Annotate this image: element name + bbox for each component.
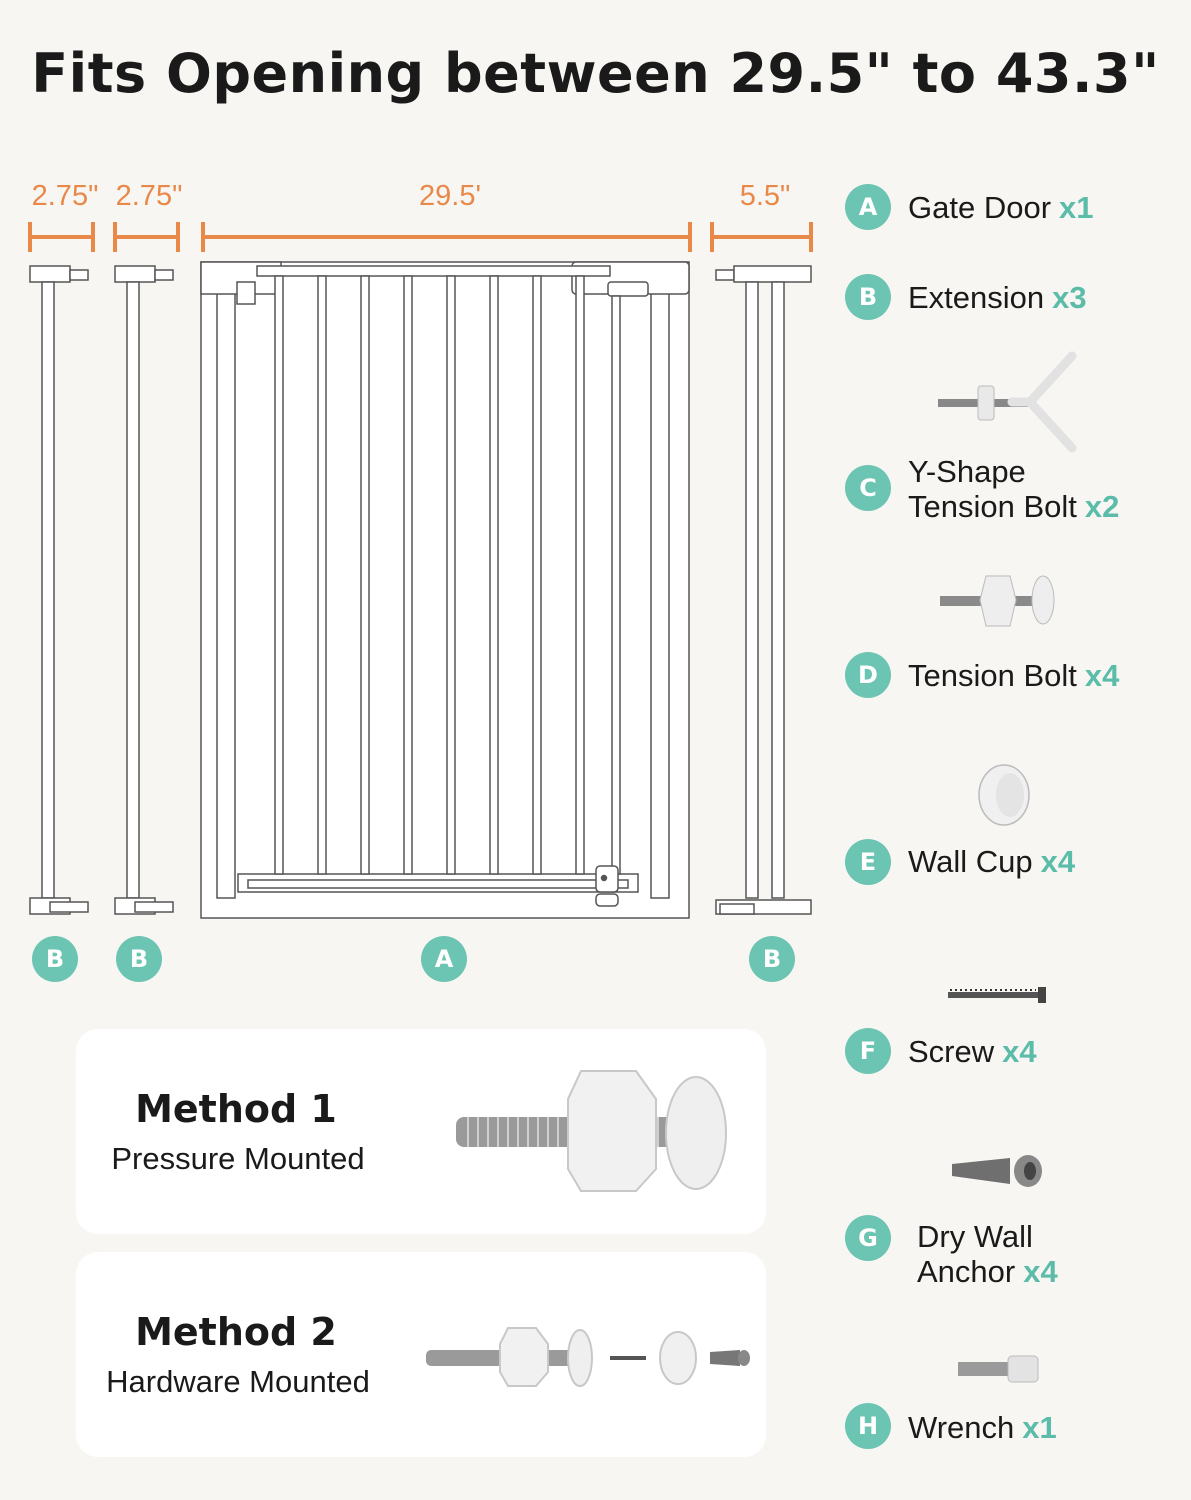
page-title: Fits Opening between 29.5" to 43.3"	[31, 42, 1160, 105]
part-e-qty: x4	[1040, 844, 1076, 879]
extension-2-drawing	[115, 266, 173, 914]
diagram-badge-ext1: B	[32, 936, 78, 982]
part-b-badge: B	[845, 274, 891, 320]
part-c-name-line2: Tension Bolt	[908, 489, 1077, 524]
part-d-qty: x4	[1084, 658, 1120, 693]
wrench-icon	[958, 1356, 1038, 1382]
part-b-name: Extension	[908, 280, 1045, 315]
part-a-badge: A	[845, 184, 891, 230]
extension-3-drawing	[716, 266, 811, 914]
method-1-subtitle: Pressure Mounted	[111, 1141, 365, 1176]
wall-cup-icon	[979, 765, 1029, 825]
part-f-qty: x4	[1002, 1034, 1037, 1069]
part-f-badge: F	[845, 1028, 891, 1074]
part-c-badge: C	[845, 465, 891, 511]
dimension-ext3-label: 5.5"	[739, 180, 791, 212]
method-2-card	[76, 1252, 766, 1457]
part-c-qty: x2	[1084, 489, 1120, 524]
pressure-bolt-icon	[76, 1029, 766, 1234]
dimension-gate-label: 29.5'	[419, 180, 481, 212]
part-g-name-line1: Dry Wall	[917, 1219, 1033, 1254]
hardware-kit-icon	[76, 1252, 766, 1457]
diagram-badge-gate: A	[421, 936, 467, 982]
part-g-name-line2: Anchor	[917, 1254, 1016, 1289]
screw-icon	[948, 987, 1046, 1003]
part-a-name: Gate Door	[908, 190, 1052, 225]
method-2-subtitle: Hardware Mounted	[106, 1364, 370, 1399]
part-c-name-line1: Y-Shape	[908, 454, 1026, 489]
part-g-badge: G	[845, 1215, 891, 1261]
part-e-badge: E	[845, 839, 891, 885]
part-d-name: Tension Bolt	[908, 658, 1077, 693]
dimension-lines	[30, 222, 811, 252]
diagram-badge-ext2: B	[116, 936, 162, 982]
dimension-ext1-label: 2.75"	[31, 180, 99, 212]
part-h-qty: x1	[1022, 1410, 1057, 1445]
dimension-ext2-label: 2.75"	[115, 180, 183, 212]
anchor-icon	[952, 1155, 1042, 1187]
method-2-title: Method 2	[135, 1310, 337, 1354]
part-f-name: Screw	[908, 1034, 995, 1069]
part-b-qty: x3	[1052, 280, 1087, 315]
tension-bolt-icon	[940, 576, 1054, 626]
extension-1-drawing	[30, 266, 88, 914]
part-d-badge: D	[845, 652, 891, 698]
diagram-badge-ext3: B	[749, 936, 795, 982]
gate-door-drawing	[201, 262, 689, 918]
method-1-card	[76, 1029, 766, 1234]
part-g-qty: x4	[1023, 1254, 1058, 1289]
part-h-badge: H	[845, 1403, 891, 1449]
part-h-name: Wrench	[908, 1410, 1015, 1445]
part-a-qty: x1	[1059, 190, 1094, 225]
y-shape-bolt-icon	[938, 356, 1072, 448]
method-1-title: Method 1	[135, 1087, 337, 1131]
part-e-name: Wall Cup	[908, 844, 1033, 879]
